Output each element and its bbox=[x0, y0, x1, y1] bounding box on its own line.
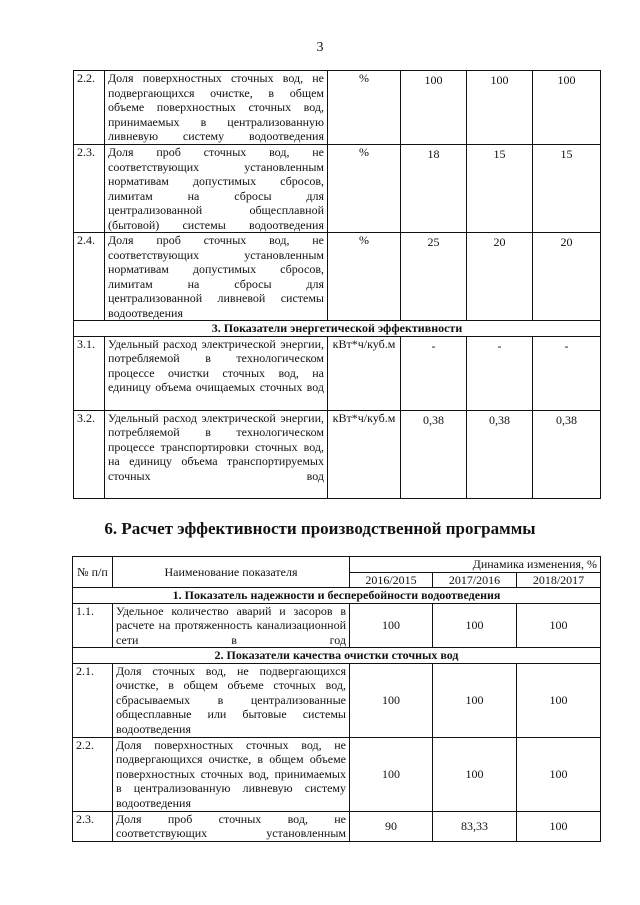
row-number: 2.3. bbox=[73, 811, 113, 841]
row-number: 3.1. bbox=[74, 336, 105, 410]
row-number: 2.2. bbox=[74, 71, 105, 145]
indicator-name: Доля проб сточных вод, не соответствующих установленным bbox=[113, 811, 350, 841]
value-cell: - bbox=[533, 336, 601, 410]
indicator-name: Доля сточных вод, не подвергающихся очистке, в общем объеме сточных вод, сбрасываемых в централизованные общесплавные или бытовые системы водоотведения bbox=[113, 663, 350, 737]
column-header-year: 2016/2015 bbox=[350, 572, 433, 588]
indicator-name: Доля поверхностных сточных вод, не подвергающихся очистке, в общем объеме поверхностных сточных вод, принимаемых в централизованную ливневую систему водоотведения bbox=[105, 71, 328, 145]
value-cell: 83,33 bbox=[433, 811, 517, 841]
value-cell: 100 bbox=[401, 71, 467, 145]
section-row bbox=[74, 321, 601, 337]
column-header-year: 2018/2017 bbox=[517, 572, 601, 588]
row-number: 2.1. bbox=[73, 663, 113, 737]
value-cell: 0,38 bbox=[533, 410, 601, 498]
unit-cell: % bbox=[328, 145, 401, 233]
value-cell: 100 bbox=[533, 71, 601, 145]
header-row bbox=[73, 557, 601, 573]
column-header-year: 2017/2016 bbox=[433, 572, 517, 588]
table-row bbox=[74, 71, 601, 145]
value-cell: 20 bbox=[467, 233, 533, 321]
value-cell: 100 bbox=[517, 811, 601, 841]
value-cell: 100 bbox=[350, 663, 433, 737]
table-row bbox=[74, 145, 601, 233]
row-number: 3.2. bbox=[74, 410, 105, 498]
value-cell: 100 bbox=[517, 603, 601, 648]
section-row bbox=[73, 648, 601, 664]
indicators-table bbox=[73, 70, 601, 499]
table-row bbox=[73, 737, 601, 811]
value-cell: 18 bbox=[401, 145, 467, 233]
table-row bbox=[73, 603, 601, 648]
value-cell: 15 bbox=[467, 145, 533, 233]
value-cell: 20 bbox=[533, 233, 601, 321]
unit-cell: кВт*ч/куб.м bbox=[328, 410, 401, 498]
efficiency-table bbox=[72, 556, 601, 842]
value-cell: 100 bbox=[433, 603, 517, 648]
indicator-name: Удельный расход электрической энергии, потребляемой в технологическом процессе транспортировки сточных вод, на единицу объема транспортируемых сточных вод bbox=[105, 410, 328, 498]
table-row bbox=[74, 336, 601, 410]
value-cell: 100 bbox=[350, 603, 433, 648]
column-header-dynamics: Динамика изменения, % bbox=[350, 557, 601, 573]
unit-cell: кВт*ч/куб.м bbox=[328, 336, 401, 410]
unit-cell: % bbox=[328, 233, 401, 321]
indicator-name: Доля проб сточных вод, не соответствующих установленным нормативам допустимых сбросов, лимитам на сбросы для централизованной общесплавной (бытовой) системы водоотведения bbox=[105, 145, 328, 233]
section-title: 3. Показатели энергетической эффективности bbox=[74, 321, 601, 337]
row-number: 1.1. bbox=[73, 603, 113, 648]
column-header-num: № п/п bbox=[73, 557, 113, 588]
indicator-name: Удельный расход электрической энергии, потребляемой в технологическом процессе очистки сточных вод, на единицу объема очищаемых сточных вод bbox=[105, 336, 328, 410]
table-row bbox=[73, 811, 601, 841]
value-cell: - bbox=[401, 336, 467, 410]
table-row bbox=[74, 410, 601, 498]
value-cell: - bbox=[467, 336, 533, 410]
column-header-name: Наименование показателя bbox=[113, 557, 350, 588]
value-cell: 100 bbox=[467, 71, 533, 145]
value-cell: 100 bbox=[433, 737, 517, 811]
section-heading: 6. Расчет эффективности производственной программы bbox=[104, 519, 536, 538]
value-cell: 100 bbox=[433, 663, 517, 737]
row-number: 2.4. bbox=[74, 233, 105, 321]
indicator-name: Доля поверхностных сточных вод, не подвергающихся очистке, в общем объеме поверхностных сточных вод, принимаемых в централизованную ливневую систему водоотведения bbox=[113, 737, 350, 811]
row-number: 2.2. bbox=[73, 737, 113, 811]
section-title: 2. Показатели качества очистки сточных вод bbox=[73, 648, 601, 664]
row-number: 2.3. bbox=[74, 145, 105, 233]
value-cell: 25 bbox=[401, 233, 467, 321]
section-title: 1. Показатель надежности и бесперебойности водоотведения bbox=[73, 588, 601, 604]
value-cell: 100 bbox=[517, 663, 601, 737]
value-cell: 100 bbox=[517, 737, 601, 811]
table-row bbox=[74, 233, 601, 321]
page-number: 3 bbox=[316, 40, 324, 55]
unit-cell: % bbox=[328, 71, 401, 145]
section-row bbox=[73, 588, 601, 604]
indicator-name: Удельное количество аварий и засоров в расчете на протяженность канализационной сети в год bbox=[113, 603, 350, 648]
table-row bbox=[73, 663, 601, 737]
value-cell: 90 bbox=[350, 811, 433, 841]
value-cell: 100 bbox=[350, 737, 433, 811]
indicator-name: Доля проб сточных вод, не соответствующих установленным нормативам допустимых сбросов, лимитам на сбросы для централизованной ливневой системы водоотведения bbox=[105, 233, 328, 321]
value-cell: 15 bbox=[533, 145, 601, 233]
value-cell: 0,38 bbox=[467, 410, 533, 498]
value-cell: 0,38 bbox=[401, 410, 467, 498]
